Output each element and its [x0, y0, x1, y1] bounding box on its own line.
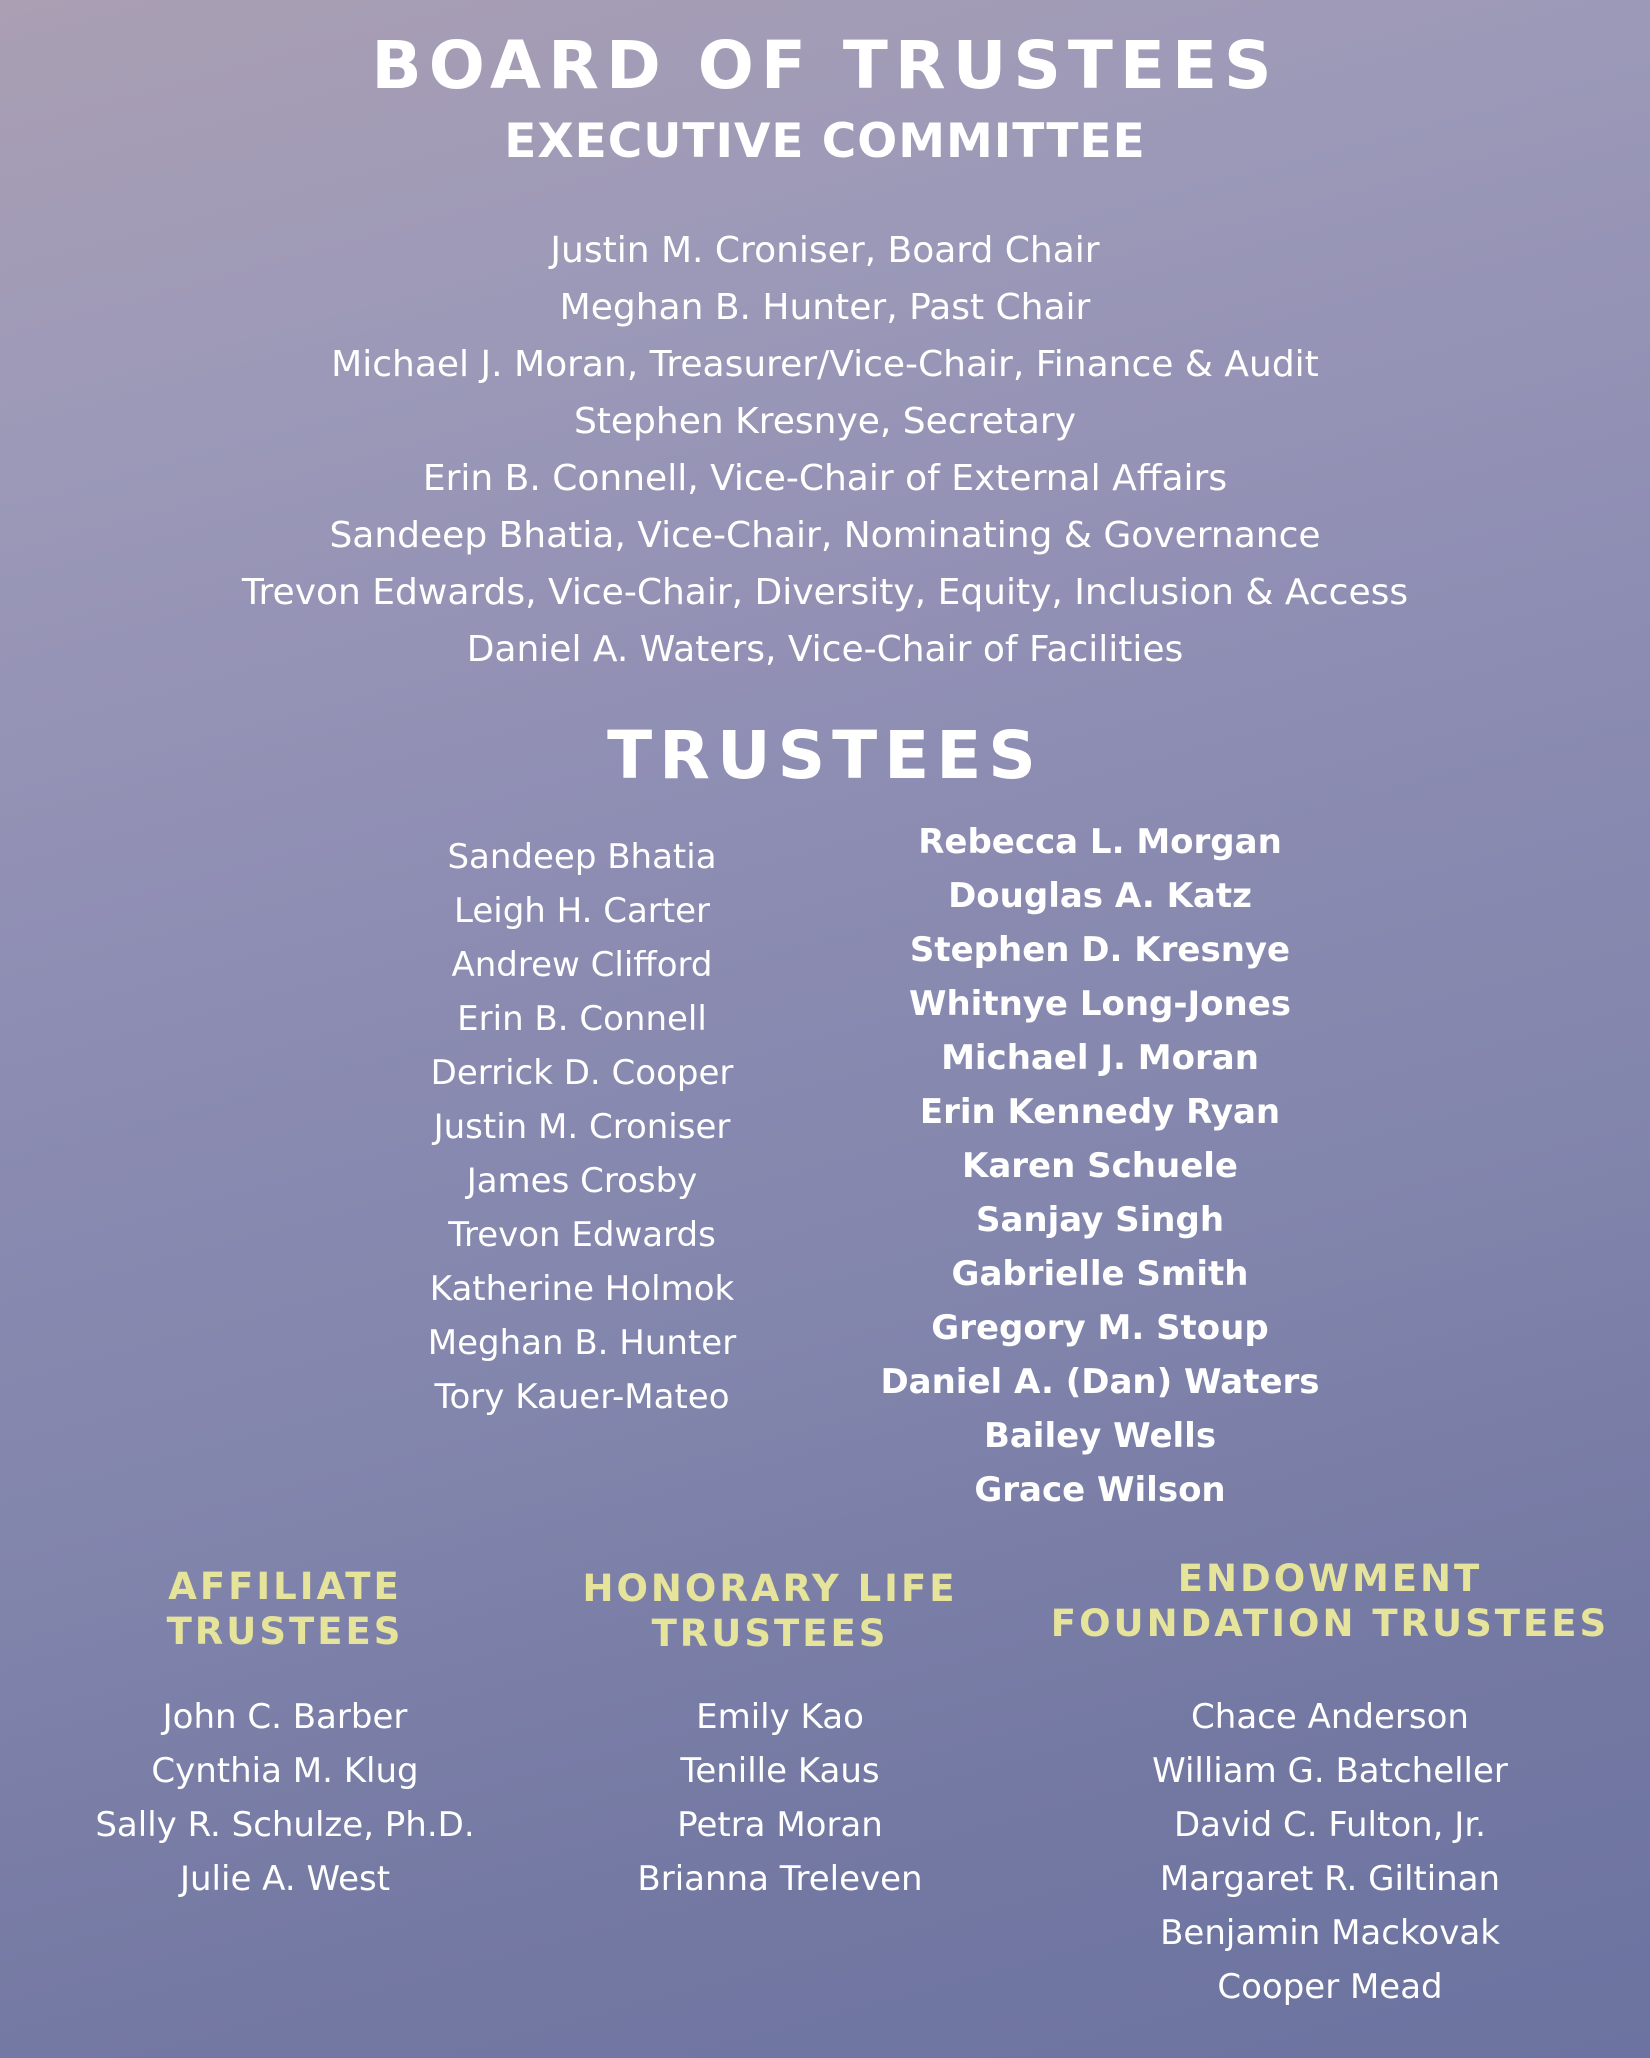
- list-item: Cooper Mead: [1217, 1967, 1443, 2007]
- list-item: Justin M. Croniser, Board Chair: [550, 230, 1100, 271]
- heading-line: HONORARY LIFE: [582, 1567, 958, 1610]
- list-item: Karen Schuele: [962, 1146, 1238, 1186]
- list-item: Cynthia M. Klug: [151, 1751, 419, 1791]
- list-item: James Crosby: [466, 1161, 698, 1201]
- affiliate-trustees-list: [80, 1690, 490, 1906]
- list-item: Rebecca L. Morgan: [918, 822, 1282, 862]
- list-item: Tory Kauer-Mateo: [434, 1377, 730, 1417]
- list-item: Emily Kao: [696, 1697, 864, 1737]
- list-item: Daniel A. Waters, Vice-Chair of Facilities: [466, 629, 1184, 670]
- list-item: Sandeep Bhatia, Vice-Chair, Nominating & Governance: [329, 515, 1321, 556]
- trustees-list-left: [382, 830, 782, 1424]
- page-title: BOARD OF TRUSTEES: [371, 27, 1279, 104]
- list-item: Erin B. Connell, Vice-Chair of External Affairs: [422, 458, 1228, 499]
- list-item: Justin M. Croniser: [433, 1107, 731, 1147]
- list-item: Stephen Kresnye, Secretary: [573, 401, 1077, 442]
- list-item: Julie A. West: [179, 1859, 391, 1899]
- list-item: Chace Anderson: [1191, 1697, 1469, 1737]
- list-item: Meghan B. Hunter: [427, 1323, 737, 1363]
- list-item: Erin B. Connell: [457, 999, 707, 1039]
- heading-line: TRUSTEES: [166, 1610, 404, 1653]
- list-item: Margaret R. Giltinan: [1159, 1859, 1501, 1899]
- list-item: Andrew Clifford: [451, 945, 713, 985]
- heading-line: FOUNDATION TRUSTEES: [1050, 1602, 1610, 1645]
- list-item: William G. Batcheller: [1152, 1751, 1508, 1791]
- list-item: Katherine Holmok: [429, 1269, 735, 1309]
- list-item: Erin Kennedy Ryan: [919, 1092, 1281, 1132]
- list-item: Benjamin Mackovak: [1160, 1913, 1500, 1953]
- list-item: Grace Wilson: [974, 1470, 1226, 1510]
- list-item: Stephen D. Kresnye: [909, 930, 1291, 970]
- list-item: Petra Moran: [677, 1805, 883, 1845]
- honorary-life-trustees-heading: [560, 1566, 980, 1656]
- list-item: Michael J. Moran, Treasurer/Vice-Chair, Finance & Audit: [331, 344, 1319, 385]
- list-item: John C. Barber: [162, 1697, 408, 1737]
- list-item: Meghan B. Hunter, Past Chair: [559, 287, 1091, 328]
- executive-committee-heading: EXECUTIVE COMMITTEE: [504, 114, 1146, 169]
- endowment-foundation-trustees-list: [1110, 1690, 1550, 2014]
- list-item: Whitnye Long-Jones: [908, 984, 1292, 1024]
- heading-line: AFFILIATE: [168, 1565, 402, 1608]
- trustees-heading: TRUSTEES: [607, 717, 1043, 794]
- list-item: Sanjay Singh: [975, 1200, 1225, 1240]
- endowment-foundation-trustees-heading: [1040, 1556, 1620, 1646]
- list-item: Trevon Edwards, Vice-Chair, Diversity, Equity, Inclusion & Access: [241, 572, 1409, 613]
- trustees-list-right: [880, 815, 1320, 1517]
- list-item: Brianna Treleven: [637, 1859, 923, 1899]
- heading-line: TRUSTEES: [651, 1612, 889, 1655]
- executive-committee-list: [0, 222, 1650, 678]
- list-item: Sally R. Schulze, Ph.D.: [95, 1805, 475, 1845]
- list-item: David C. Fulton, Jr.: [1173, 1805, 1486, 1845]
- heading-line: ENDOWMENT: [1177, 1557, 1483, 1600]
- list-item: Derrick D. Cooper: [430, 1053, 734, 1093]
- list-item: Daniel A. (Dan) Waters: [880, 1362, 1320, 1402]
- honorary-life-trustees-list: [580, 1690, 980, 1906]
- affiliate-trustees-heading: [90, 1564, 480, 1654]
- list-item: Douglas A. Katz: [948, 876, 1252, 916]
- list-item: Trevon Edwards: [448, 1215, 716, 1255]
- list-item: Gregory M. Stoup: [931, 1308, 1269, 1348]
- list-item: Gabrielle Smith: [951, 1254, 1249, 1294]
- list-item: Leigh H. Carter: [453, 891, 710, 931]
- list-item: Sandeep Bhatia: [447, 837, 717, 877]
- list-item: Michael J. Moran: [941, 1038, 1259, 1078]
- list-item: Bailey Wells: [983, 1416, 1217, 1456]
- list-item: Tenille Kaus: [680, 1751, 880, 1791]
